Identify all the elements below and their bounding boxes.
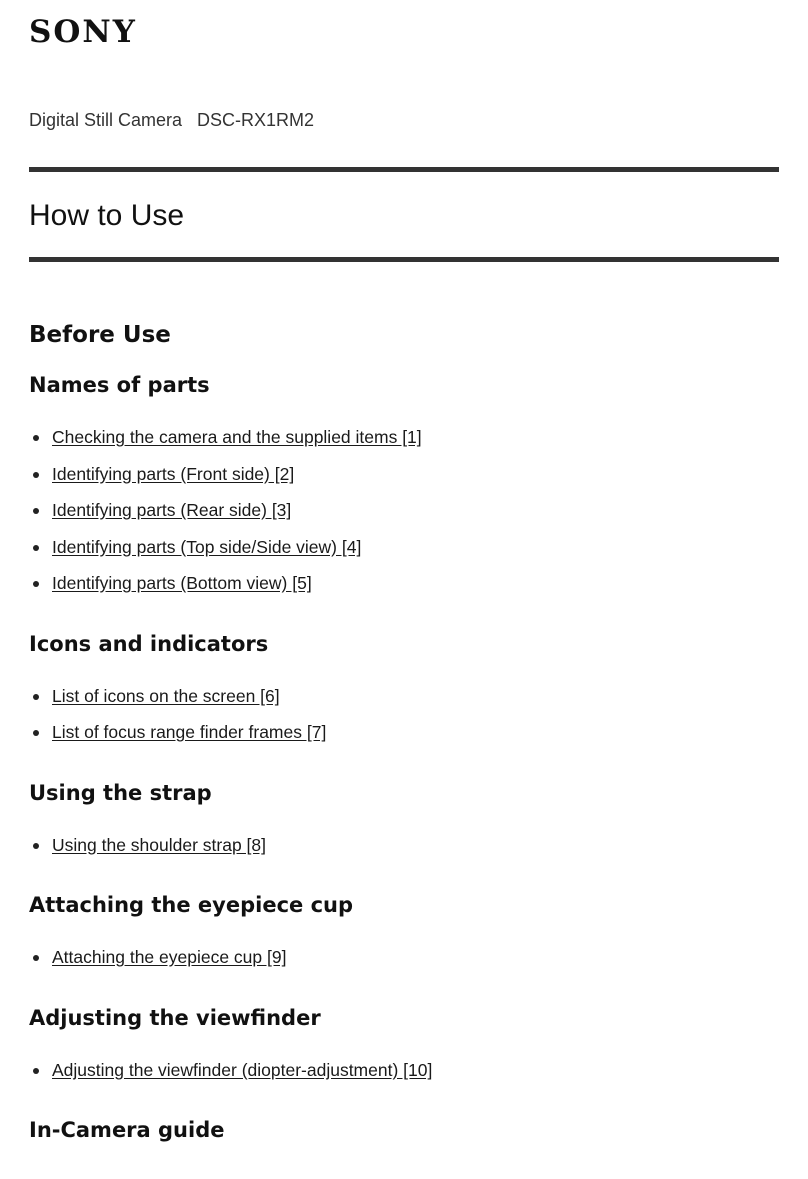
- title-divider-top: [29, 167, 779, 172]
- list-item: [29, 939, 789, 976]
- links-viewfinder: [29, 1052, 789, 1089]
- link-adjusting-viewfinder[interactable]: Adjusting the viewfinder (diopter-adjustment) [10]: [52, 1059, 433, 1080]
- sony-logo: SONY: [29, 14, 137, 50]
- subsection-title-icons-indicators: Icons and indicators: [29, 631, 269, 656]
- subsection-title-using-strap: Using the strap: [29, 780, 212, 805]
- list-item: [29, 419, 789, 456]
- list-item: [29, 714, 789, 751]
- table-of-contents: [29, 318, 789, 1147]
- section-title-before-use: Before Use: [29, 322, 171, 348]
- links-icons-indicators: [29, 678, 789, 751]
- link-parts-front-side[interactable]: Identifying parts (Front side) [2]: [52, 463, 295, 484]
- link-parts-top-side-view[interactable]: Identifying parts (Top side/Side view) [4]: [52, 536, 362, 557]
- link-checking-camera-items[interactable]: Checking the camera and the supplied items [1]: [52, 427, 422, 447]
- link-parts-bottom-view[interactable]: Identifying parts (Bottom view) [5]: [52, 573, 312, 593]
- list-item: [29, 565, 789, 602]
- link-attaching-eyepiece-cup[interactable]: Attaching the eyepiece cup [9]: [52, 947, 287, 967]
- list-item: [29, 678, 789, 715]
- subsection-title-in-camera-guide: In-Camera guide: [29, 1118, 225, 1142]
- subsection-title-viewfinder: Adjusting the viewfinder: [29, 1005, 321, 1030]
- page-title: How to Use: [29, 199, 185, 232]
- links-eyepiece-cup: [29, 939, 789, 976]
- list-item: [29, 456, 789, 493]
- list-item: [29, 529, 789, 566]
- list-item: [29, 827, 789, 864]
- product-name: Digital Still Camera DSC-RX1RM2: [29, 110, 315, 130]
- list-item: [29, 1052, 789, 1089]
- links-names-of-parts: [29, 419, 789, 602]
- link-focus-range-finder-frames[interactable]: List of focus range finder frames [7]: [52, 722, 327, 742]
- list-item: [29, 492, 789, 529]
- subsection-title-names-of-parts: Names of parts: [29, 373, 210, 397]
- subsection-title-eyepiece-cup: Attaching the eyepiece cup: [29, 893, 354, 917]
- links-using-strap: [29, 827, 789, 864]
- link-shoulder-strap[interactable]: Using the shoulder strap [8]: [52, 834, 267, 855]
- title-divider-bottom: [29, 257, 779, 262]
- link-list-of-icons[interactable]: List of icons on the screen [6]: [52, 685, 280, 706]
- link-parts-rear-side[interactable]: Identifying parts (Rear side) [3]: [52, 500, 292, 520]
